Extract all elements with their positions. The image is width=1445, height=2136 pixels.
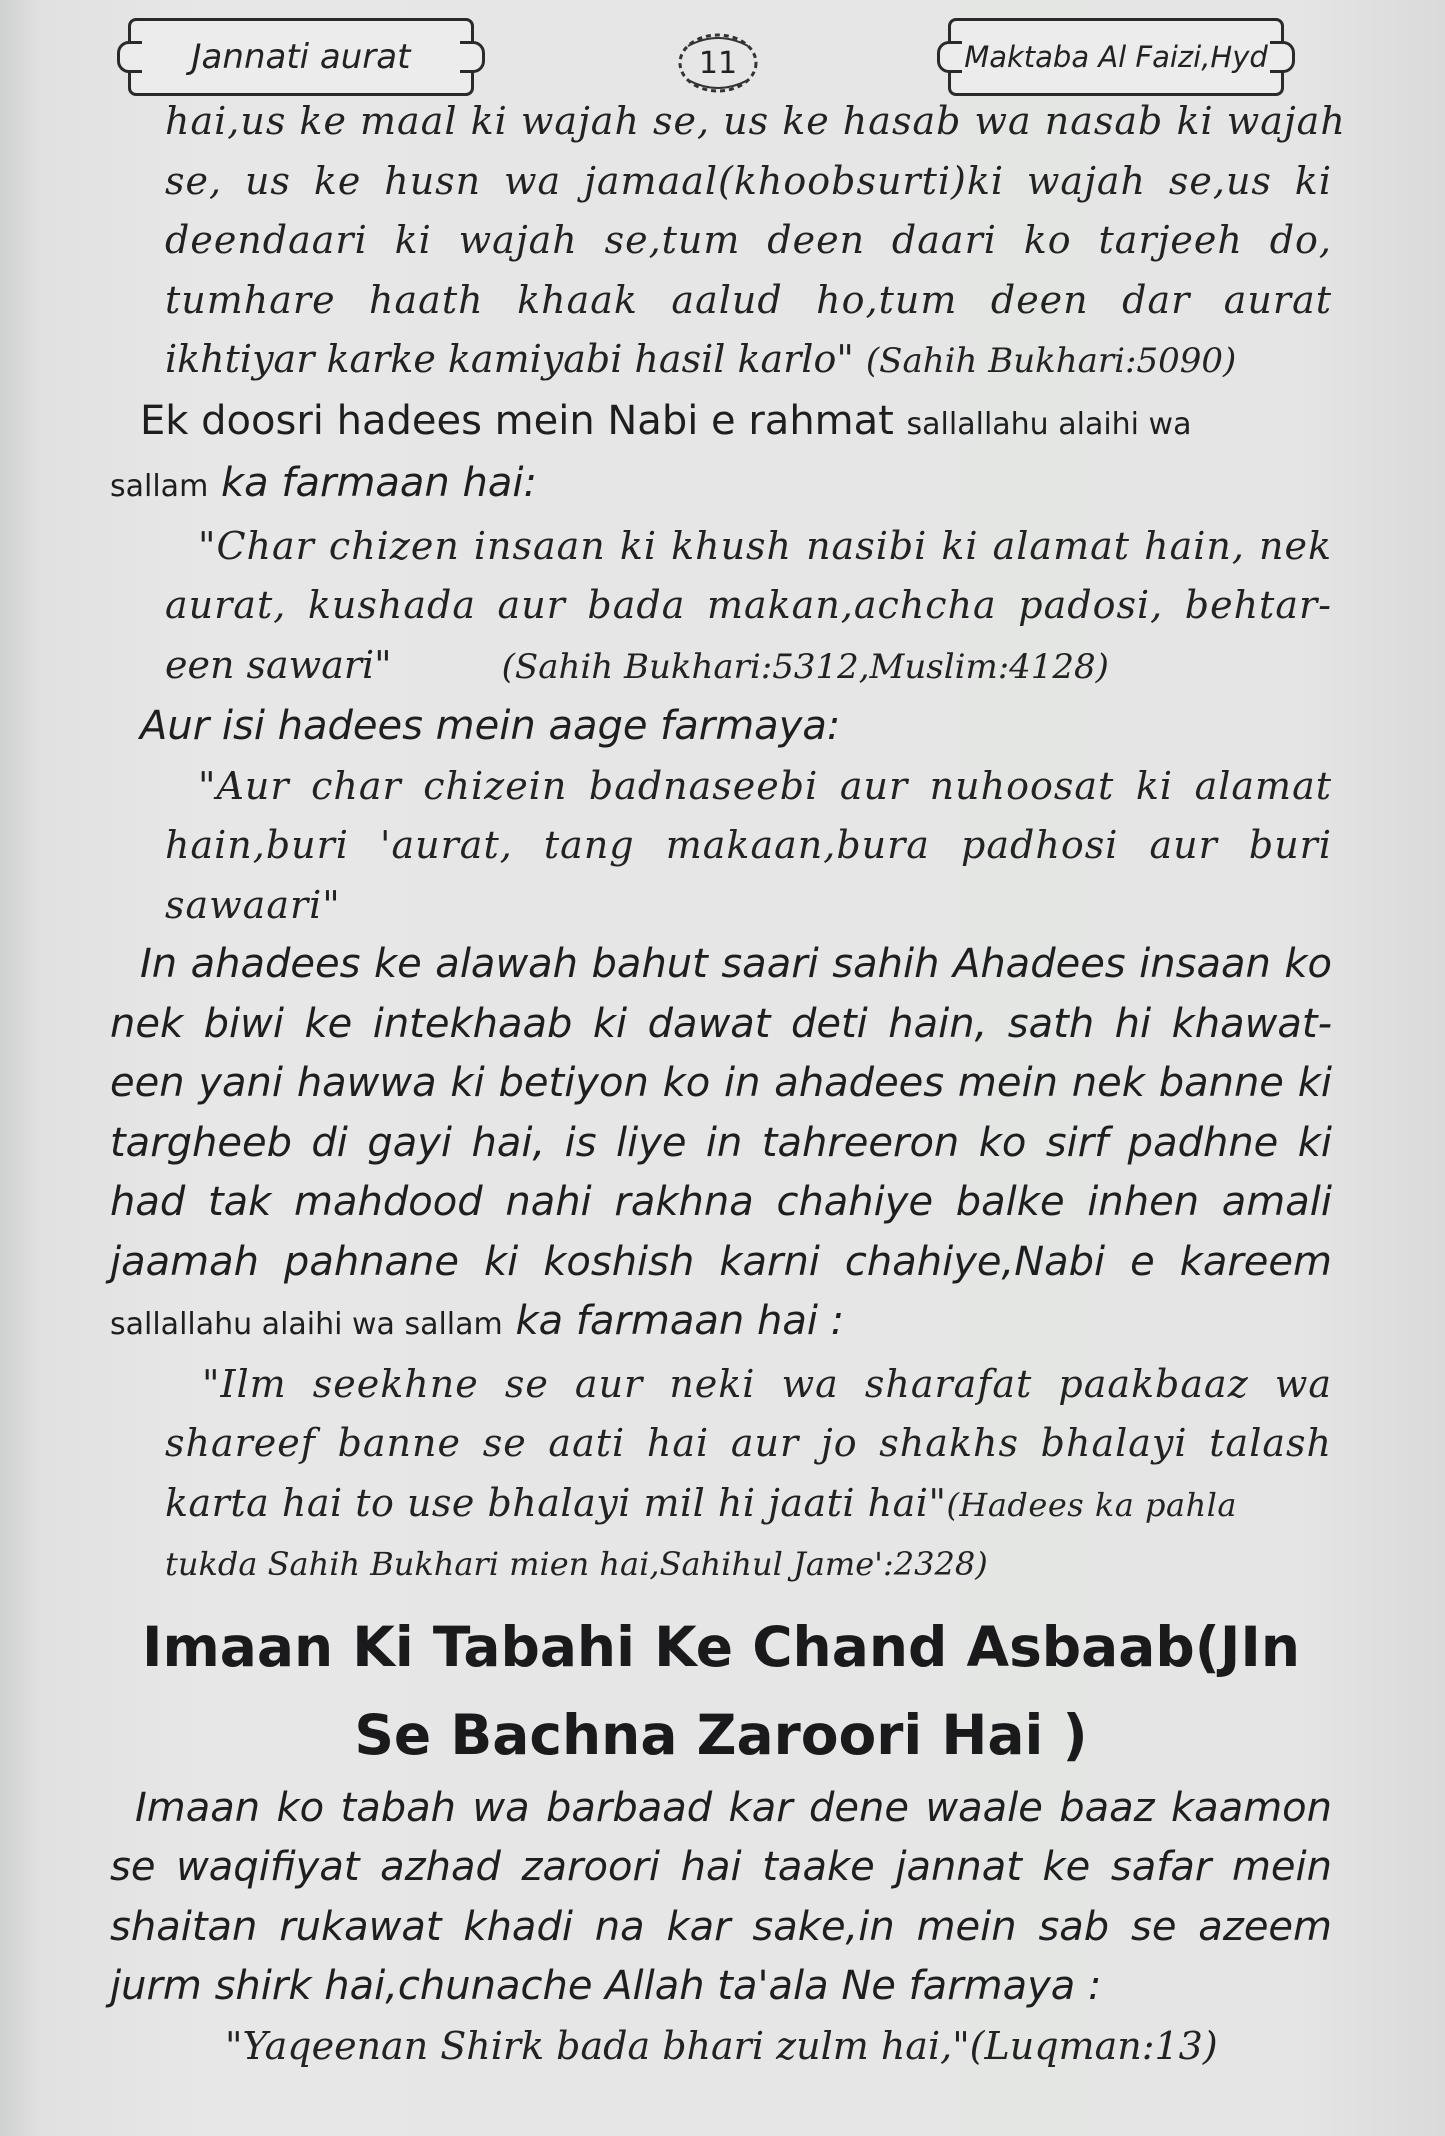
text-line: deendaari ki wajah se,tum deen daari ko tarjeeh do, xyxy=(165,218,1332,262)
publisher-name: Maktaba Al Faizi,Hyd xyxy=(964,40,1268,74)
book-title-tag xyxy=(128,18,474,96)
text-line: se waqifiyat azhad zaroori hai taake jannat ke safar mein xyxy=(110,1844,1332,1890)
quote-text: een sawari" xyxy=(165,642,392,687)
paragraph-text: ka farmaan hai : xyxy=(515,1298,845,1344)
text-line xyxy=(110,1292,1332,1355)
text-line xyxy=(140,392,1332,455)
text-line: Imaan ko tabah wa barbaad kar dene waale baaz kaamon xyxy=(135,1784,1332,1831)
quote-text: ikhtiyar karke kamiyabi hasil karlo" xyxy=(165,337,854,381)
text-line: jurm shirk hai,chunache Allah ta'ala Ne farmaya : xyxy=(110,1963,1102,2009)
heading-line: Se Bachna Zaroori Hai ) xyxy=(354,1702,1088,1767)
text-line: shareef banne se aati hai aur jo shakhs bhalayi talash xyxy=(165,1421,1332,1465)
text-line: tumhare haath khaak aalud ho,tum deen dar aurat xyxy=(165,277,1332,322)
text-line: nek biwi ke intekhaab ki dawat deti hain, sath hi khawat- xyxy=(110,1000,1332,1047)
honorific: sallallahu alaihi wa xyxy=(906,406,1192,442)
text-line: "Aur char chizein badnaseebi aur nuhoosat ki alamat xyxy=(198,763,1332,808)
text-line: tukda Sahih Bukhari mien hai,Sahihul Jame':2328) xyxy=(165,1545,988,1583)
text-line: "Yaqeenan Shirk bada bhari zulm hai,"(Luqman:13) xyxy=(225,2023,1218,2068)
page-number-badge xyxy=(668,26,768,100)
text-line: "Char chizen insaan ki khush nasibi ki alamat hain, nek xyxy=(198,523,1332,568)
text-line: hain,buri 'aurat, tang makaan,bura padhosi aur buri xyxy=(165,823,1332,867)
text-line: had tak mahdood nahi rakhna chahiye balke inhen amali xyxy=(110,1179,1332,1225)
section-heading xyxy=(110,1603,1332,1779)
reference: (Sahih Bukhari:5312,Muslim:4128) xyxy=(501,646,1109,687)
text-line: hai,us ke maal ki wajah se, us ke hasab wa nasab ki wajah xyxy=(165,99,1346,143)
page-body xyxy=(110,92,1346,2076)
book-title: Jannati aurat xyxy=(191,37,411,77)
text-line: aurat, kushada aur bada makan,achcha padosi, behtar- xyxy=(165,583,1332,627)
reference: (Sahih Bukhari:5090) xyxy=(865,341,1237,381)
page-number: 11 xyxy=(698,45,738,81)
text-line: sawaari" xyxy=(165,882,341,927)
text-line xyxy=(165,330,1332,392)
text-line: se, us ke husn wa jamaal(khoobsurti)ki wajah se,us ki xyxy=(165,158,1332,203)
text-line: targheeb di gayi hai, is liye in tahreeron ko sirf padhne ki xyxy=(110,1119,1332,1166)
text-line xyxy=(110,454,1332,517)
reference: (Hadees ka pahla xyxy=(946,1485,1237,1524)
text-line: Aur isi hadees mein aage farmaya: xyxy=(140,703,841,749)
honorific: sallam xyxy=(110,469,209,504)
text-line: "Ilm seekhne se aur neki wa sharafat paakbaaz wa xyxy=(202,1361,1332,1406)
text-line: shaitan rukawat khadi na kar sake,in mein sab se azeem xyxy=(110,1903,1332,1950)
paragraph-text: ka farmaan hai: xyxy=(221,460,537,506)
paragraph-text: Ek doosri hadees mein Nabi e rahmat xyxy=(140,397,894,444)
text-line: jaamah pahnane ki koshish karni chahiye,Nabi e kareem xyxy=(110,1238,1332,1285)
text-line: een yani hawwa ki betiyon ko in ahadees mein nek banne ki xyxy=(110,1060,1332,1106)
quote-text: karta hai to use bhalayi mil hi jaati hai" xyxy=(165,1480,947,1525)
publisher-tag xyxy=(948,18,1284,96)
text-line xyxy=(165,636,1332,698)
text-line: In ahadees ke alawah bahut saari sahih Ahadees insaan ko xyxy=(140,941,1332,987)
text-line xyxy=(165,1474,1332,1536)
page-header xyxy=(0,18,1445,98)
honorific: sallallahu alaihi wa sallam xyxy=(110,1307,503,1342)
heading-line: Imaan Ki Tabahi Ke Chand Asbaab(JIn xyxy=(141,1614,1300,1679)
